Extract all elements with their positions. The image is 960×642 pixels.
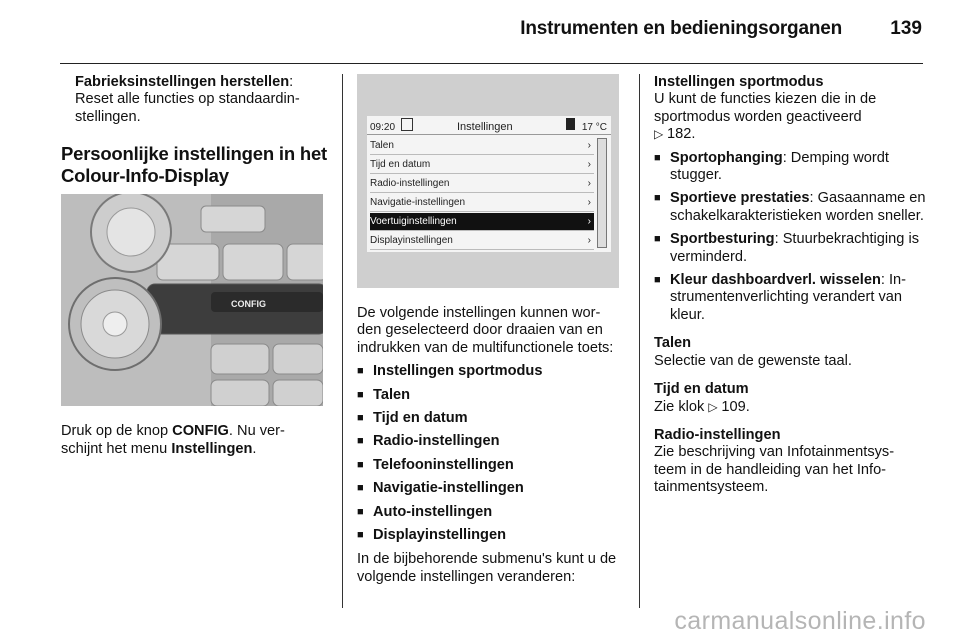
settings-menu-item[interactable] xyxy=(370,232,594,250)
column-divider-2 xyxy=(639,74,640,608)
sport-item-term: Sportophanging xyxy=(670,149,783,166)
settings-bullet-item: ■ Displayinstellingen xyxy=(357,527,627,544)
settings-bullet-item: ■ Auto-instellingen xyxy=(357,504,627,521)
tijd-ref: 109. xyxy=(721,398,750,415)
tijd-heading: Tijd en datum xyxy=(654,381,749,398)
back-icon xyxy=(401,118,413,131)
sport-item xyxy=(654,190,929,225)
sport-item-desc: : Demping wordt stugger. xyxy=(670,149,889,184)
chapter-title: Instrumenten en bedieningsorganen xyxy=(520,18,842,39)
screen-time: 09:20 xyxy=(370,122,396,133)
press-config-text: Druk op de knop CONFIG. Nu ver- schijnt het menu Instellingen. xyxy=(61,423,285,457)
talen-text: Selectie van de gewenste taal. xyxy=(654,352,852,369)
instellingen-word: Instellingen xyxy=(171,440,253,457)
reference-arrow-icon: ▷ xyxy=(654,127,664,142)
temperature-icon xyxy=(566,118,575,130)
settings-menu-item-label: Navigatie-instellingen xyxy=(370,197,466,208)
settings-menu-item[interactable] xyxy=(370,194,594,212)
chevron-right-icon: › xyxy=(587,159,591,170)
settings-bullet-item: ■ Tijd en datum xyxy=(357,410,627,427)
page-number: 139 xyxy=(890,18,922,39)
column-divider-1 xyxy=(342,74,343,608)
sport-item-term: Sportbesturing xyxy=(670,231,775,248)
chevron-right-icon: › xyxy=(587,178,591,189)
column-2 xyxy=(357,74,627,586)
chevron-right-icon: › xyxy=(587,140,591,151)
reset-colon: : xyxy=(289,74,294,90)
tijd-text: Zie klok ▷ 109. xyxy=(654,398,750,415)
chevron-right-icon: › xyxy=(587,235,591,246)
sport-item xyxy=(654,150,929,185)
settings-menu-item-label: Tijd en datum xyxy=(370,159,431,170)
sport-ref: 182. xyxy=(667,126,696,143)
settings-menu-item[interactable] xyxy=(370,213,594,231)
header-rule xyxy=(60,63,923,64)
reset-paragraph xyxy=(61,74,329,126)
sport-heading: Instellingen sportmodus xyxy=(654,74,824,90)
settings-menu-item-label: Voertuiginstellingen xyxy=(370,216,457,227)
screen-temperature: 17 °C xyxy=(581,122,607,133)
sport-item xyxy=(654,231,929,266)
config-button-photo xyxy=(61,194,323,406)
sport-item-term: Sportieve prestaties xyxy=(670,190,810,207)
radio-heading: Radio-instellingen xyxy=(654,426,781,443)
sport-item-desc: : Stuurbekrachtiging is verminderd. xyxy=(670,231,919,265)
settings-menu-item[interactable] xyxy=(370,175,594,193)
section-heading: Persoonlijke instellingen in het Colour-Info-Display xyxy=(61,143,328,187)
config-button-label: CONFIG xyxy=(231,299,266,310)
column-3 xyxy=(654,74,929,497)
settings-bullet-item: ■ Navigatie-instellingen xyxy=(357,480,627,497)
page-header xyxy=(0,18,960,44)
settings-menu-item[interactable] xyxy=(370,156,594,174)
settings-menu-item-label: Displayinstellingen xyxy=(370,235,453,246)
sport-item-term: Kleur dashboardverl. wisselen xyxy=(670,272,881,289)
screen-status-bar xyxy=(367,116,611,135)
config-word: CONFIG xyxy=(172,423,229,440)
sport-items xyxy=(654,150,929,325)
outro-text: In de bijbehorende submenu's kunt u de volgende instellingen veranderen: xyxy=(357,551,617,585)
dashboard-illustration xyxy=(61,194,323,406)
radio-text: Zie beschrijving van Infotainmentsys- teem in de handleiding van het Info- tainmentsysteem. xyxy=(654,444,895,496)
sport-text: U kunt de functies kiezen die in de sportmodus worden geactiveerd ▷ 182. xyxy=(654,91,877,143)
reset-text: Reset alle functies op standaardin- stellingen. xyxy=(75,91,300,125)
sport-item-desc: : In- strumentenverlichting verandert van kleur. xyxy=(670,272,907,323)
talen-heading: Talen xyxy=(654,335,692,352)
settings-menu-item[interactable] xyxy=(370,137,594,155)
screen-scrollbar xyxy=(597,138,607,248)
settings-screen-photo xyxy=(357,74,619,288)
settings-bullet-item: ■ Instellingen sportmodus xyxy=(357,363,627,380)
reference-arrow-icon: ▷ xyxy=(708,399,718,414)
settings-screen xyxy=(367,116,611,252)
sport-item xyxy=(654,272,929,324)
settings-bullet-list xyxy=(357,363,627,544)
reset-title: Fabrieksinstellingen herstellen xyxy=(75,74,290,90)
screen-title: Instellingen xyxy=(457,121,513,133)
settings-bullet-item: ■ Telefooninstellingen xyxy=(357,457,627,474)
settings-bullet-item: ■ Radio-instellingen xyxy=(357,433,627,450)
column-1 xyxy=(61,74,329,458)
settings-menu-item-label: Talen xyxy=(370,140,394,151)
settings-bullet-item: ■ Talen xyxy=(357,387,627,404)
intro-text: De volgende instellingen kunnen wor- den geselecteerd door draaien van en indrukken van de multifunctionele toets: xyxy=(357,305,614,356)
chevron-right-icon: › xyxy=(587,216,591,227)
settings-menu-item-label: Radio-instellingen xyxy=(370,178,450,189)
sport-item-desc: : Gasaanname en schakelkarakteristieken worden sneller. xyxy=(670,190,926,224)
watermark: carmanualsonline.info xyxy=(674,607,926,635)
chevron-right-icon: › xyxy=(587,197,591,208)
